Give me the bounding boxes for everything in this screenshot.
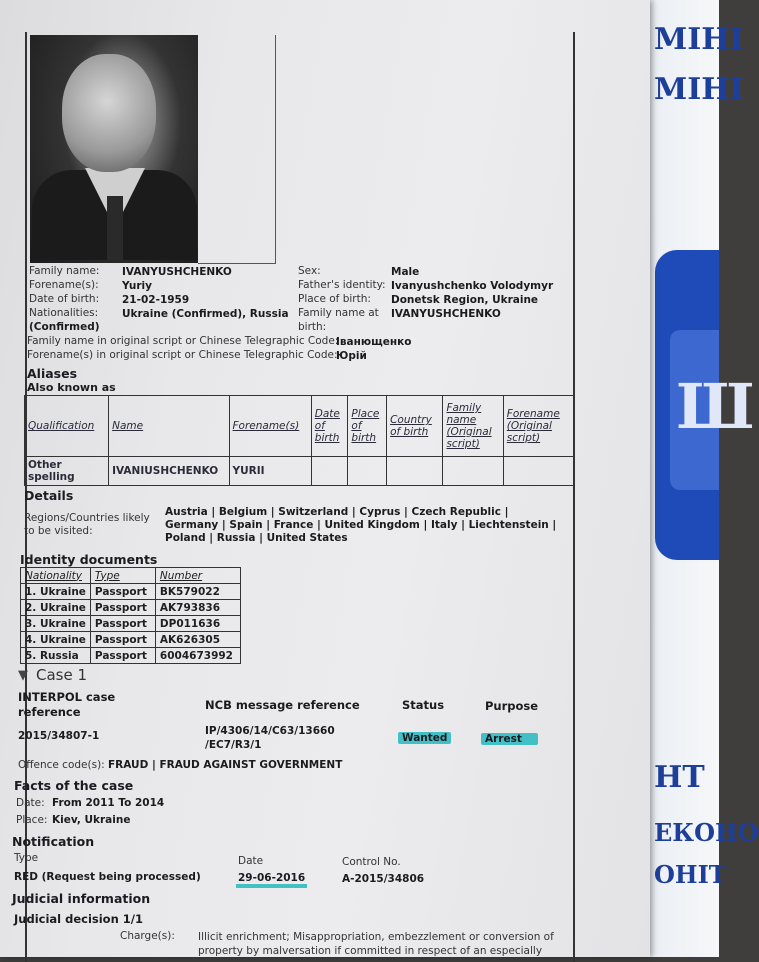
- aliases-header-row: [25, 396, 574, 457]
- nationalities-value-cont: (Confirmed): [29, 321, 100, 333]
- facts-title: Facts of the case: [14, 778, 134, 793]
- interpol-ref-label-cont: reference: [18, 705, 81, 719]
- facts-place-label: Place:: [16, 814, 48, 826]
- pob-value: Donetsk Region, Ukraine: [391, 294, 539, 306]
- alias-header-name: Name: [109, 396, 229, 457]
- id-cell-number: AK793836: [155, 600, 240, 616]
- pob-label: Place of birth:: [298, 293, 371, 305]
- alias-cell-forename-orig: [503, 457, 573, 486]
- nationalities-value: Ukraine (Confirmed), Russia: [122, 308, 289, 320]
- notification-type-label: Type: [14, 852, 39, 864]
- aliases-table: [24, 395, 574, 486]
- orig-family-value: Іванющенко: [336, 336, 412, 348]
- facts-date-label: Date:: [16, 797, 45, 809]
- alias-header-pob: Place of birth: [348, 396, 387, 457]
- table-row: [25, 457, 574, 486]
- charges-line-2: property by malversation if committed in respect of an especially: [198, 945, 543, 957]
- alias-cell-family-orig: [443, 457, 503, 486]
- purpose-badge: Arrest: [481, 733, 538, 745]
- identity-documents-table: [20, 567, 241, 664]
- facts-date-value: From 2011 To 2014: [52, 797, 165, 809]
- id-cell-nationality: 5. Russia: [21, 648, 91, 664]
- offence-value: FRAUD | FRAUD AGAINST GOVERNMENT: [108, 759, 343, 771]
- bg-text-3: НТ: [654, 760, 705, 795]
- orig-family-label: Family name in original script or Chinese Telegraphic Code:: [27, 335, 339, 347]
- id-cell-number: DP011636: [155, 616, 240, 632]
- facts-place-value: Kiev, Ukraine: [52, 814, 131, 826]
- judicial-decision: Judicial decision 1/1: [14, 912, 143, 926]
- family-name-value: IVANYUSHCHENKO: [122, 266, 232, 278]
- alias-cell-pob: [348, 457, 387, 486]
- sex-label: Sex:: [298, 265, 321, 277]
- identity-documents-title: Identity documents: [20, 552, 158, 567]
- id-cell-type: Passport: [90, 648, 155, 664]
- alias-cell-name: IVANIUSHCHENKO: [109, 457, 229, 486]
- family-birth-label: Family name at: [298, 307, 379, 319]
- alias-cell-forenames: YURII: [229, 457, 311, 486]
- photo-face: [62, 54, 156, 172]
- table-row: [21, 648, 241, 664]
- id-cell-nationality: 4. Ukraine: [21, 632, 91, 648]
- id-header-type: Type: [90, 568, 155, 584]
- forenames-value: Yuriy: [122, 280, 152, 292]
- alias-header-family-orig: Family name (Original script): [443, 396, 503, 457]
- regions-line-1: Austria | Belgium | Switzerland | Cyprus | Czech Republic |: [165, 506, 509, 518]
- orig-forename-value: Юрій: [336, 350, 367, 362]
- alias-cell-cob: [387, 457, 443, 486]
- sex-value: Male: [391, 266, 420, 278]
- offence-label: Offence code(s):: [18, 759, 105, 771]
- control-label: Control No.: [342, 856, 401, 868]
- family-birth-value: IVANYUSHCHENKO: [391, 308, 501, 320]
- regions-line-3: Poland | Russia | United States: [165, 532, 348, 544]
- aliases-title: Aliases: [27, 366, 78, 381]
- family-birth-label-cont: birth:: [298, 321, 327, 333]
- notification-type-value: RED (Request being processed): [14, 871, 201, 883]
- id-cell-number: 6004673992: [155, 648, 240, 664]
- judicial-title: Judicial information: [12, 891, 151, 906]
- trident-icon: Ш: [676, 370, 755, 443]
- photo-frame: [198, 35, 276, 264]
- aliases-subtitle: Also known as: [27, 381, 116, 394]
- purpose-label: Purpose: [485, 699, 539, 713]
- case-title[interactable]: Case 1: [36, 666, 88, 684]
- ncb-ref-value-2: /EC7/R3/1: [205, 739, 262, 751]
- photo-tie: [107, 196, 123, 260]
- table-row: [21, 632, 241, 648]
- id-cell-type: Passport: [90, 616, 155, 632]
- ncb-ref-value-1: IP/4306/14/C63/13660: [205, 725, 335, 737]
- notification-date-label: Date: [238, 855, 264, 867]
- bg-text-4: ЕКОНО: [654, 818, 759, 847]
- control-value: A-2015/34806: [342, 873, 425, 885]
- family-name-label: Family name:: [29, 265, 100, 277]
- alias-cell-dob: [311, 457, 348, 486]
- id-docs-header-row: [21, 568, 241, 584]
- father-value: Ivanyushchenko Volodymyr: [391, 280, 554, 292]
- notification-date-value: 29-06-2016: [236, 872, 307, 888]
- id-cell-number: AK626305: [155, 632, 240, 648]
- regions-label: Regions/Countries likely to be visited:: [24, 512, 150, 537]
- id-cell-type: Passport: [90, 584, 155, 600]
- bg-text-5: ОНІТ: [654, 860, 727, 889]
- triangle-down-icon[interactable]: ▼: [18, 668, 28, 683]
- id-cell-number: BK579022: [155, 584, 240, 600]
- ncb-ref-label: NCB message reference: [205, 698, 360, 712]
- orig-forename-label: Forename(s) in original script or Chinese Telegraphic Code:: [27, 349, 338, 361]
- interpol-ref-value: 2015/34807-1: [18, 730, 100, 742]
- id-cell-nationality: 3. Ukraine: [21, 616, 91, 632]
- forenames-label: Forename(s):: [29, 279, 99, 291]
- interpol-ref-label: INTERPOL case: [18, 690, 116, 704]
- bg-text-1: МІНІ: [654, 22, 744, 57]
- alias-header-forename-orig: Forename (Original script): [503, 396, 573, 457]
- id-cell-nationality: 1. Ukraine: [21, 584, 91, 600]
- charges-line-1: Illicit enrichment; Misappropriation, embezzlement or conversion of: [198, 931, 554, 943]
- table-row: [21, 584, 241, 600]
- id-header-number: Number: [155, 568, 240, 584]
- details-title: Details: [24, 488, 74, 503]
- father-label: Father's identity:: [298, 279, 386, 291]
- dob-value: 21-02-1959: [122, 294, 190, 306]
- alias-header-qualification: Qualification: [25, 396, 109, 457]
- id-cell-type: Passport: [90, 600, 155, 616]
- table-row: [21, 600, 241, 616]
- alias-cell-qualification: Other spelling: [25, 457, 109, 486]
- bg-text-2: МІНІ: [654, 72, 744, 107]
- regions-line-2: Germany | Spain | France | United Kingdom | Italy | Liechtenstein |: [165, 519, 557, 531]
- nationalities-label: Nationalities:: [29, 307, 99, 319]
- status-badge: Wanted: [398, 732, 451, 744]
- id-header-nationality: Nationality: [21, 568, 91, 584]
- id-cell-nationality: 2. Ukraine: [21, 600, 91, 616]
- table-row: [21, 616, 241, 632]
- alias-header-dob: Date of birth: [311, 396, 348, 457]
- status-label: Status: [402, 698, 445, 712]
- alias-header-forenames: Forename(s): [229, 396, 311, 457]
- notification-title: Notification: [12, 834, 95, 849]
- charges-label: Charge(s):: [120, 930, 175, 942]
- dob-label: Date of birth:: [29, 293, 100, 305]
- id-cell-type: Passport: [90, 632, 155, 648]
- alias-header-cob: Country of birth: [387, 396, 443, 457]
